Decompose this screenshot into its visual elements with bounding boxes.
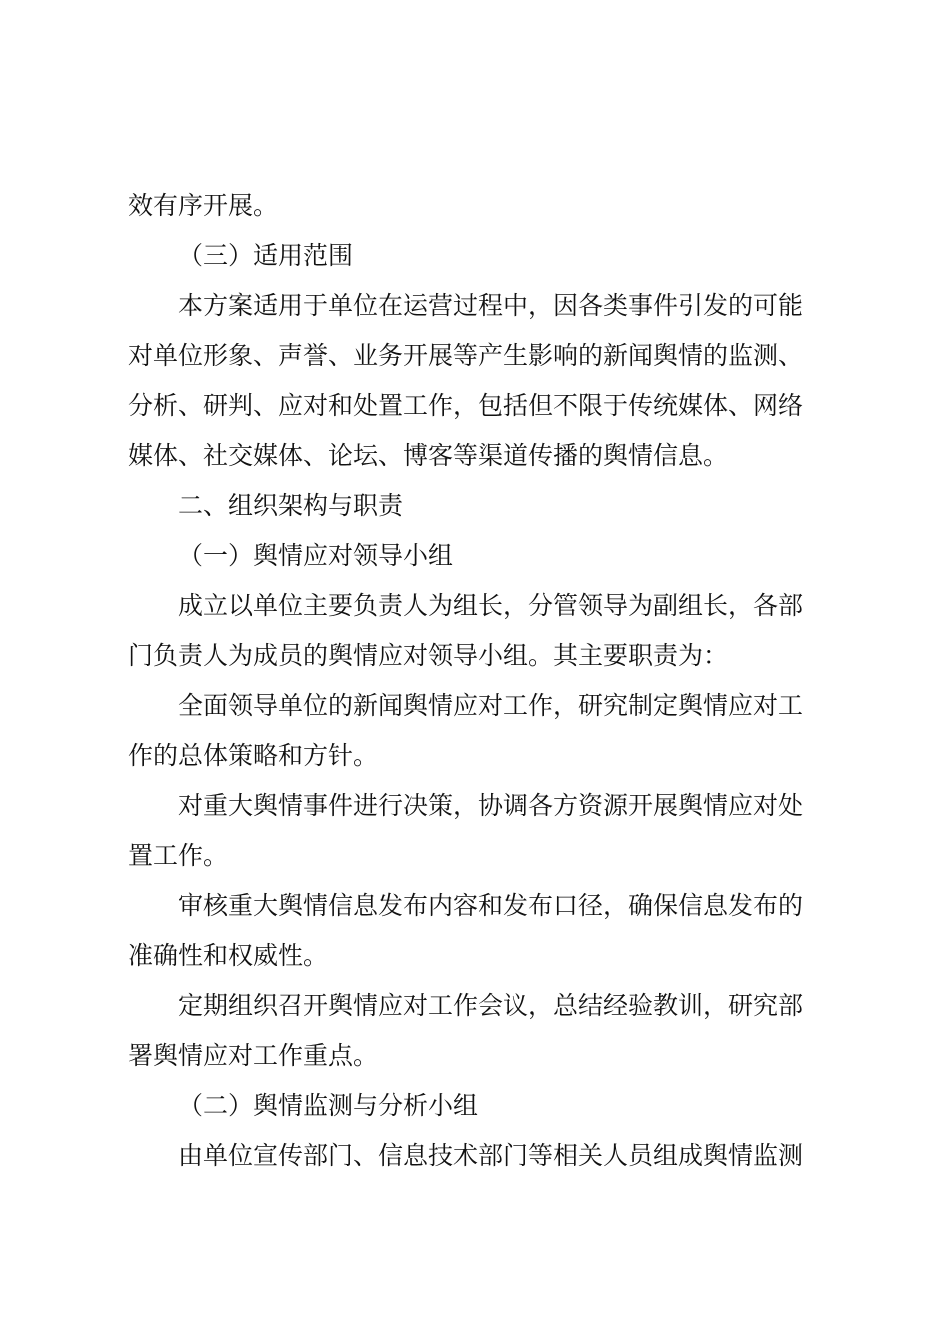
paragraph-line: 由单位宣传部门、信息技术部门等相关人员组成舆情监测 bbox=[178, 1141, 804, 1170]
paragraph-continuation: 效有序开展。 bbox=[128, 191, 279, 220]
document-body bbox=[128, 181, 832, 1181]
paragraph-line: 作的总体策略和方针。 bbox=[128, 741, 379, 770]
paragraph-line: 全面领导单位的新闻舆情应对工作，研究制定舆情应对工 bbox=[178, 691, 804, 720]
paragraph-line: 对重大舆情事件进行决策，协调各方资源开展舆情应对处 bbox=[178, 791, 804, 820]
section-heading-organization: 二、组织架构与职责 bbox=[178, 491, 404, 520]
subsection-heading-leadership-group: （一）舆情应对领导小组 bbox=[178, 541, 454, 570]
paragraph-line: 对单位形象、声誉、业务开展等产生影响的新闻舆情的监测、 bbox=[128, 341, 804, 370]
paragraph-line: 署舆情应对工作重点。 bbox=[128, 1041, 379, 1070]
paragraph-line: 媒体、社交媒体、论坛、博客等渠道传播的舆情信息。 bbox=[128, 441, 729, 470]
paragraph-line: 成立以单位主要负责人为组长，分管领导为副组长，各部 bbox=[178, 591, 804, 620]
paragraph-line: 定期组织召开舆情应对工作会议，总结经验教训，研究部 bbox=[178, 991, 804, 1020]
paragraph-line: 准确性和权威性。 bbox=[128, 941, 329, 970]
paragraph-line: 审核重大舆情信息发布内容和发布口径，确保信息发布的 bbox=[178, 891, 804, 920]
paragraph-line: 分析、研判、应对和处置工作，包括但不限于传统媒体、网络 bbox=[128, 391, 804, 420]
paragraph-line: 门负责人为成员的舆情应对领导小组。其主要职责为： bbox=[128, 641, 729, 670]
subsection-heading-scope: （三）适用范围 bbox=[178, 241, 354, 270]
paragraph-line: 置工作。 bbox=[128, 841, 229, 870]
paragraph-line: 本方案适用于单位在运营过程中，因各类事件引发的可能 bbox=[178, 291, 804, 320]
subsection-heading-monitoring-group: （二）舆情监测与分析小组 bbox=[178, 1091, 479, 1120]
